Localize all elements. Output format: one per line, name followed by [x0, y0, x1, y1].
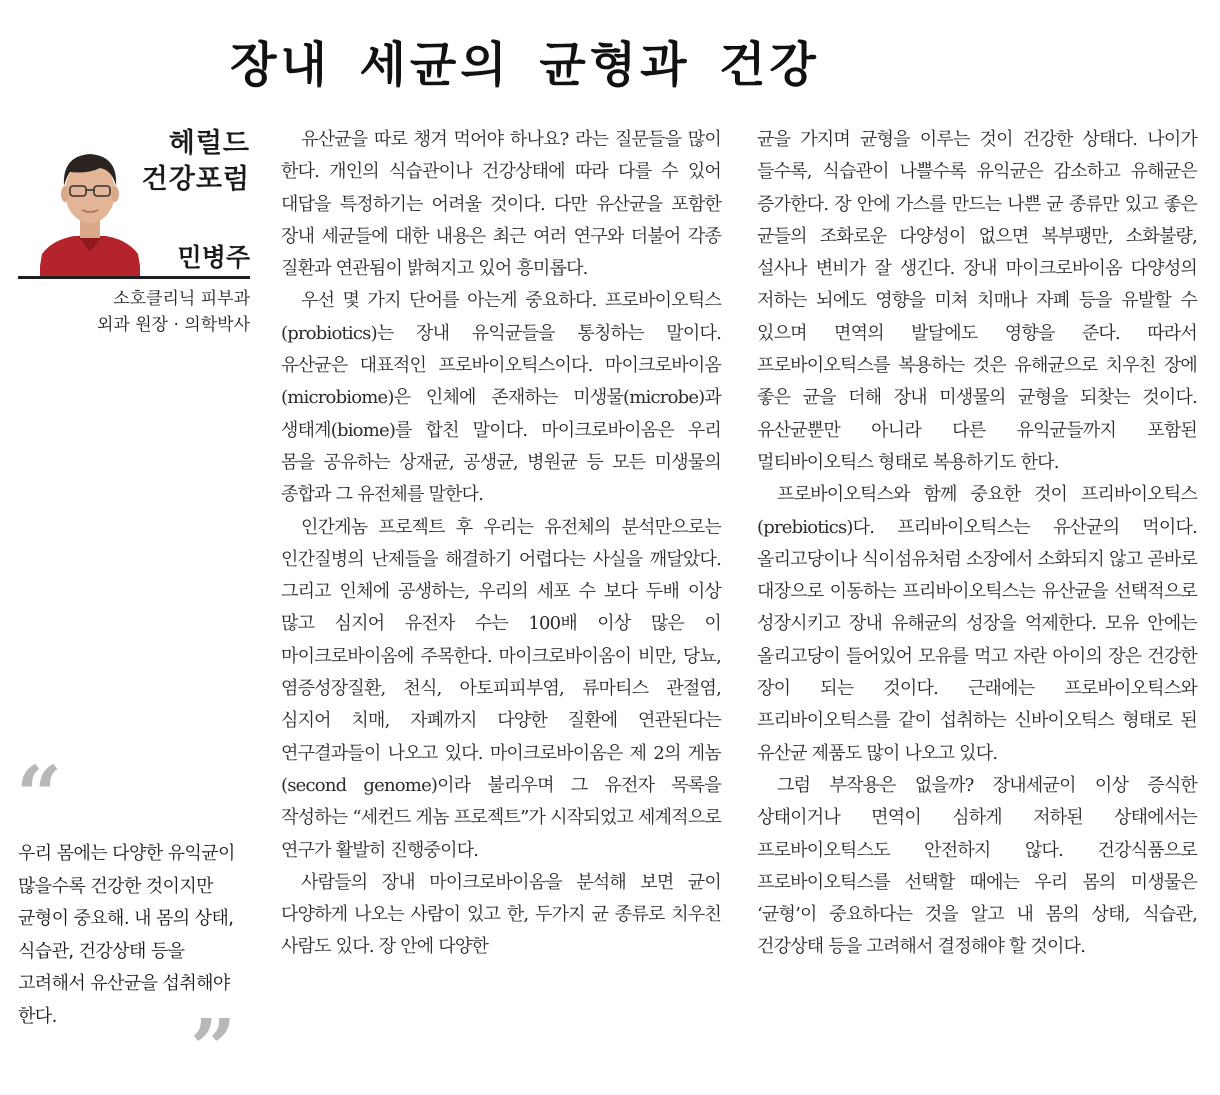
author-name: 민병주: [177, 243, 250, 272]
article-column-1: [281, 124, 721, 964]
paragraph: 우선 몇 가지 단어를 아는게 중요하다. 프로바이오틱스(probiotics)는 장내 유익균들을 통칭하는 말이다. 유산균은 대표적인 프로바이오틱스이다. 마이크로바이옴(microbiome)은 인체에 존재하는 미생물(microbe)과 생태계(biome)를 합친 말이다. 마이크로바이옴은 우리 몸을 공유하는 상재균, 공생균, 병원균 등 모든 미생물의 종합과 그 유전체를 말한다.: [281, 290, 721, 506]
author-photo: [40, 130, 140, 278]
divider: [18, 276, 250, 279]
open-quote-icon: “: [16, 748, 63, 842]
article-column-2: [757, 124, 1197, 964]
paragraph: 사람들의 장내 마이크로바이옴을 분석해 보면 균이 다양하게 나오는 사람이 있고 한, 두가지 균 종류로 치우친 사람도 있다. 장 안에 다양한: [281, 871, 721, 958]
paragraph: 프로바이오틱스와 함께 중요한 것이 프리바이오틱스(prebiotics)다. 프리바이오틱스는 유산균의 먹이다. 올리고당이나 식이섬유처럼 소장에서 소화되지 않고 곧바로 대장으로 이동하는 프리바이오틱스는 유산균을 선택적으로 성장시키고 장내 유해균의 성장을 억제한다. 모유 안에는 올리고당이 들어있어 모유를 먹고 자란 아이의 장은 건강한 장이 되는 것이다. 근래에는 프로바이오틱스와 프리바이오틱스를 같이 섭취하는 신바이오틱스 형태로 된 유산균 제품도 많이 나오고 있다.: [757, 484, 1197, 764]
paragraph: 균을 가지며 균형을 이루는 것이 건강한 상태다. 나이가 들수록, 식습관이 나쁠수록 유익균은 감소하고 유해균은 증가한다. 장 안에 가스를 만드는 나쁜 균 종류만 있고 좋은 균들의 조화로운 다양성이 없으면 복부팽만, 소화불량, 설사나 변비가 잘 생긴다. 장내 마이크로바이옴 다양성의 저하는 뇌에도 영향을 미쳐 치매나 자폐 등을 유발할 수 있으며 면역의 발달에도 영향을 준다. 따라서 프로바이오틱스를 복용하는 것은 유해균으로 치우친 장에 좋은 균을 더해 장내 미생물의 균형을 되찾는 것이다. 유산균뿐만 아니라 다른 유익균들까지 포함된 멀티바이오틱스 형태로 복용하기도 한다.: [757, 129, 1197, 473]
close-quote-icon: ”: [190, 1001, 237, 1095]
paragraph: 그럼 부작용은 없을까? 장내세균이 이상 증식한 상태이거나 면역이 심하게 저하된 상태에서는 프로바이오틱스도 안전하지 않다. 건강식품으로 프로바이오틱스를 선택할 때에는 우리 몸의 미생물은 ‘균형’이 중요하다는 것을 알고 내 몸의 상태, 식습관, 건강상태 등을 고려해서 결정해야 할 것이다.: [757, 774, 1197, 958]
headline: 장내 세균의 균형과 건강: [230, 37, 820, 93]
paragraph: 유산균을 따로 챙겨 먹어야 하나요? 라는 질문들을 많이 한다. 개인의 식습관이나 건강상태에 따라 다를 수 있어 대답을 특정하기는 어려울 것이다. 다만 유산균을 포함한 장내 세균들에 대한 내용은 최근 여러 연구와 더불어 각종 질환과 연관됨이 밝혀지고 있어 흥미롭다.: [281, 129, 721, 280]
author-affiliation: 소호클리닉 피부과 외과 원장 · 의학박사: [97, 289, 250, 335]
forum-name: 헤럴드 건강포럼: [141, 128, 250, 195]
paragraph: 인간게놈 프로젝트 후 우리는 유전체의 분석만으로는 인간질병의 난제들을 해결하기 어렵다는 사실을 깨달았다. 그리고 인체에 공생하는, 우리의 세포 수 보다 두배 이상 많고 심지어 유전자 수는 100배 이상 많은 이 마이크로바이옴에 주목한다. 마이크로바이옴이 비만, 당뇨, 염증성장질환, 천식, 아토피피부염, 류마티스 관절염, 심지어 치매, 자폐까지 다양한 질환에 연관된다는 연구결과들이 나오고 있다. 마이크로바이옴은 제 2의 게놈(second genome)이라 불리우며 그 유전자 목록을 작성하는 “세컨드 게놈 프로젝트”가 시작되었고 세계적으로 연구가 활발히 진행중이다.: [281, 516, 721, 861]
pull-quote: 우리 몸에는 다양한 유익균이 많을수록 건강한 것이지만 균형이 중요해. 내 몸의 상태, 식습관, 건강상태 등을 고려해서 유산균을 섭취해야 한다.: [18, 843, 235, 1027]
